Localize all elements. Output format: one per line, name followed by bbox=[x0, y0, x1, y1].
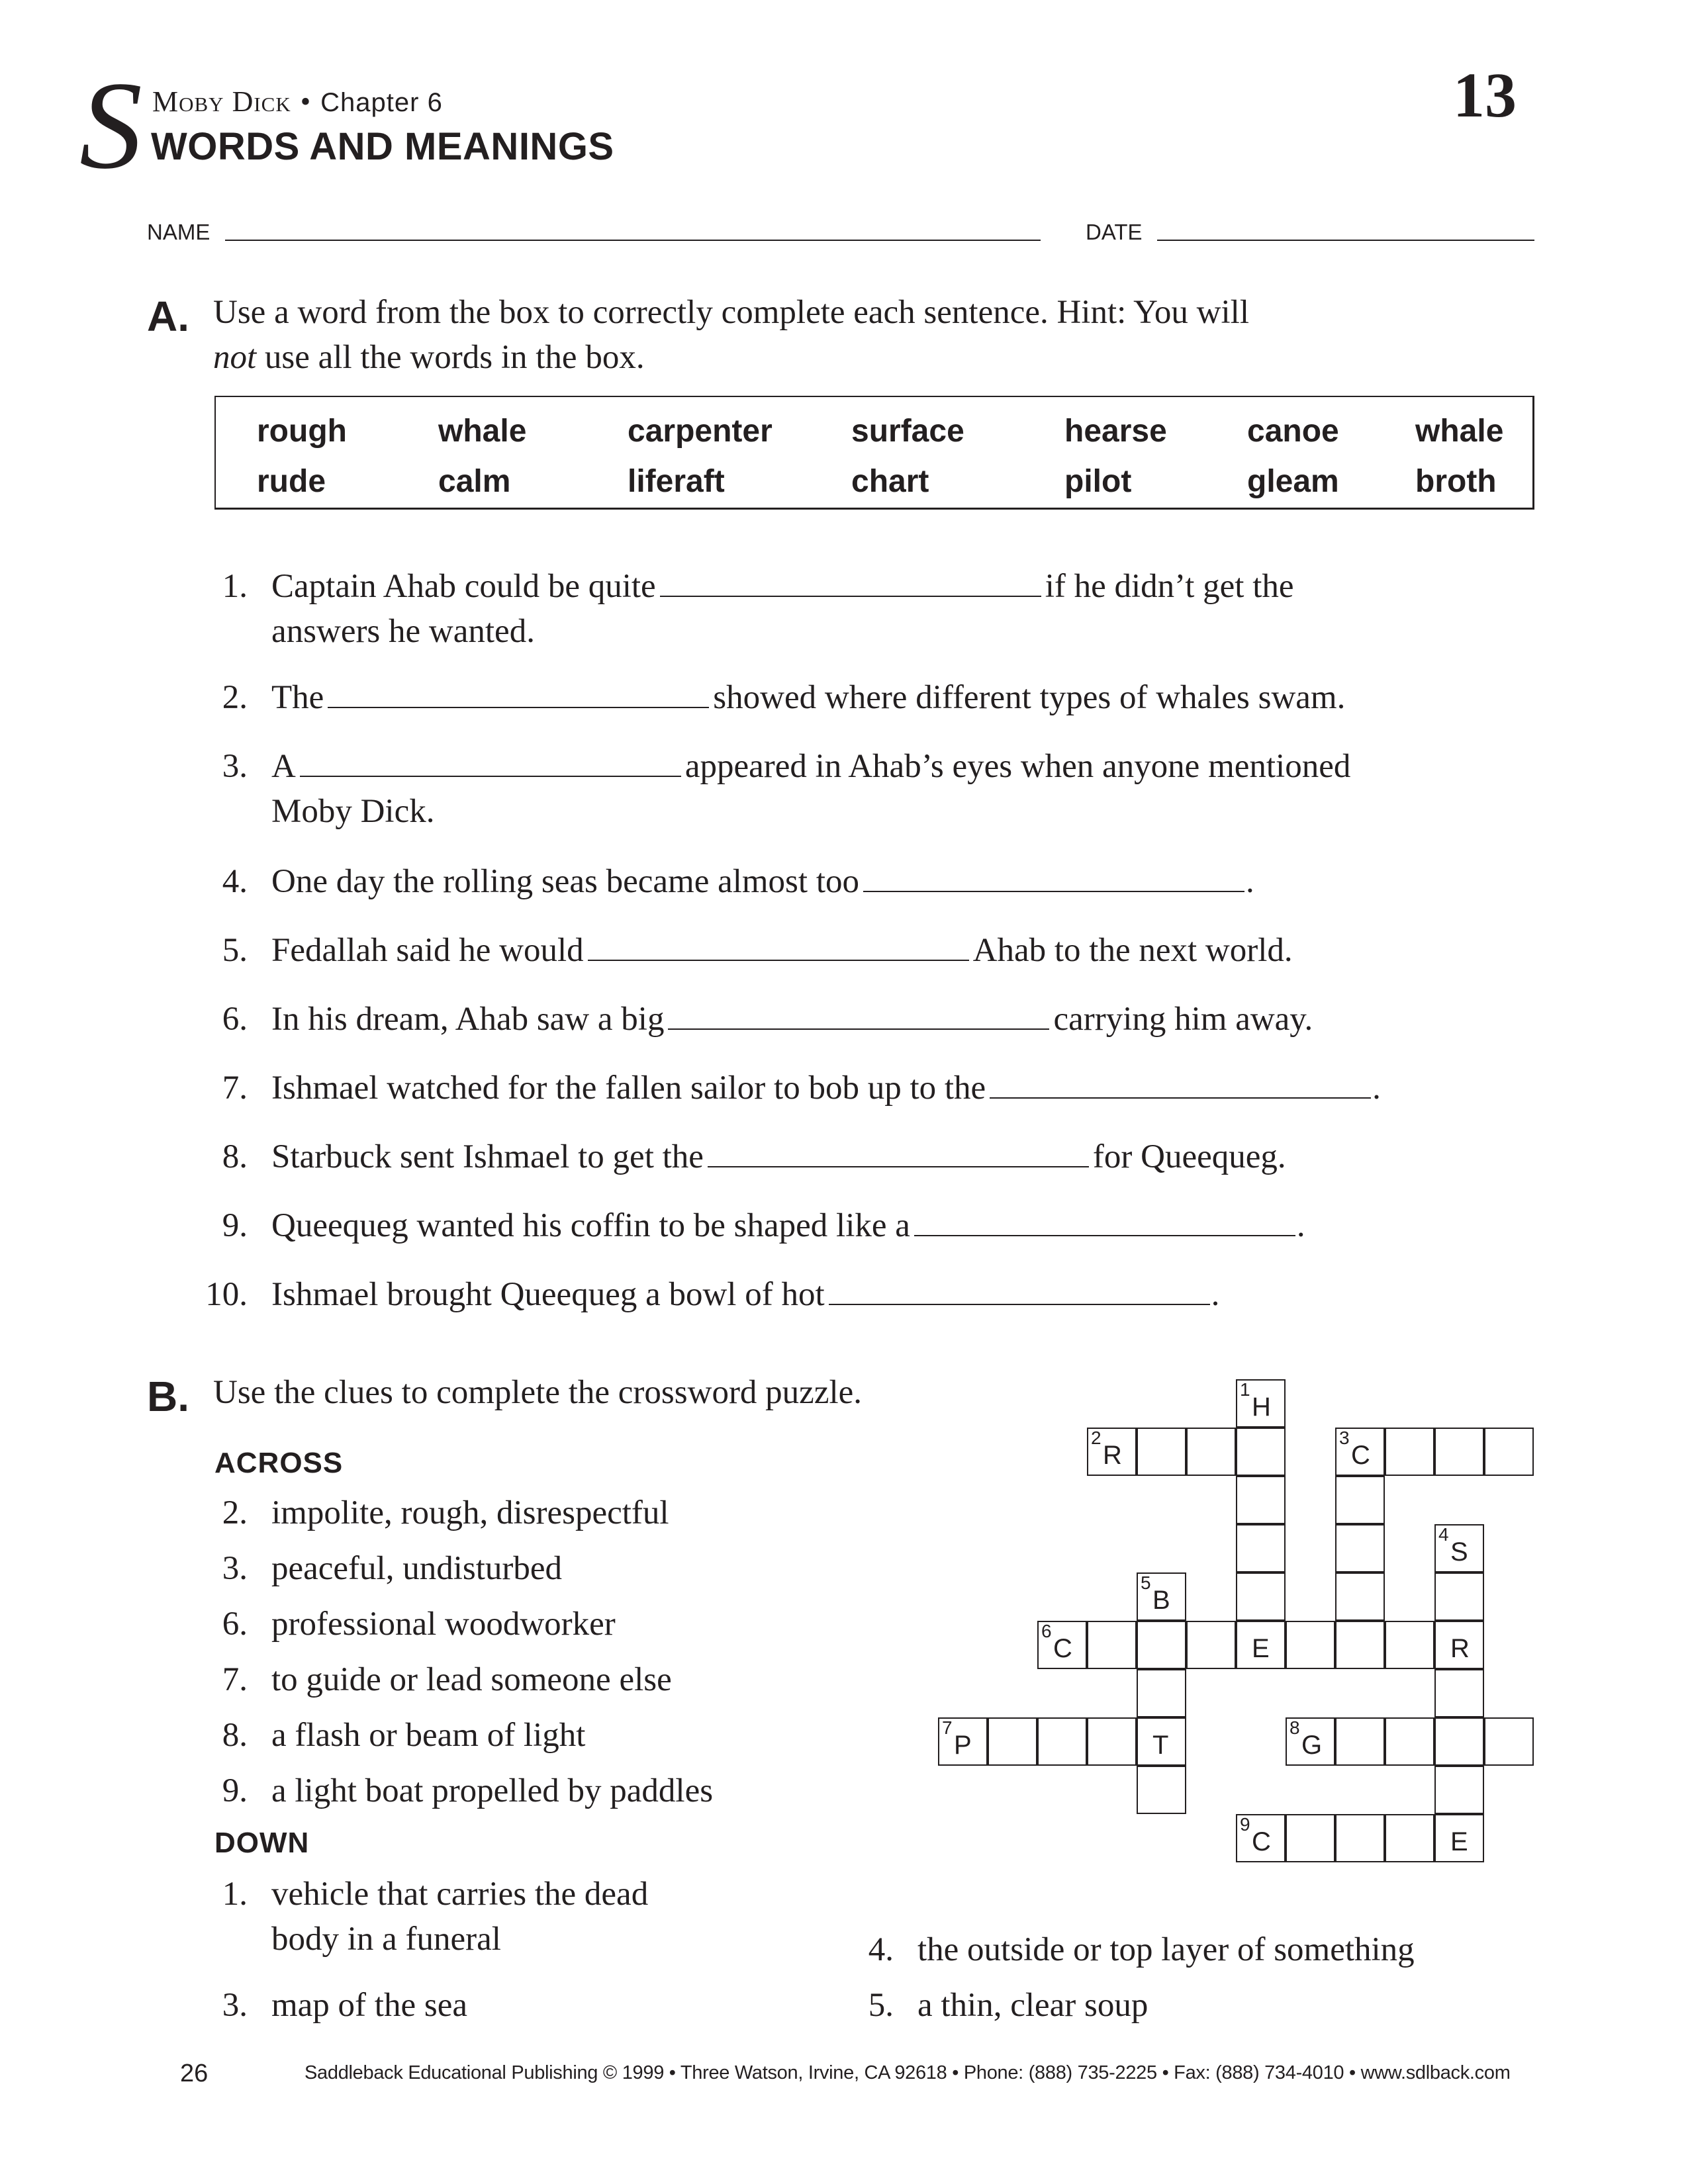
crossword-cell[interactable] bbox=[1484, 1717, 1534, 1766]
down-clue-text bbox=[271, 1983, 467, 2028]
word-box-item: canoe bbox=[1247, 414, 1339, 449]
across-clue-number: 9. bbox=[222, 1772, 248, 1809]
page-title: WORDS AND MEANINGS bbox=[151, 125, 614, 168]
crossword-cell[interactable] bbox=[1087, 1621, 1137, 1669]
crossword-cell[interactable] bbox=[1286, 1717, 1335, 1766]
down-clue-number: 1. bbox=[222, 1876, 248, 1913]
word-box-item: chart bbox=[851, 464, 929, 499]
crossword-cell[interactable] bbox=[1484, 1428, 1534, 1476]
crossword-cell[interactable] bbox=[1087, 1717, 1137, 1766]
crossword-letter: G bbox=[1301, 1731, 1323, 1760]
question-before: Captain Ahab could be quite bbox=[271, 568, 656, 605]
crossword-cell[interactable] bbox=[1137, 1428, 1186, 1476]
publisher-footer: Saddleback Educational Publishing © 1999 • Three Watson, Irvine, CA 92618 • Phone: (888) 735-2225 • Fax: (888) 734-4010 • www.sdlback.com bbox=[305, 2062, 1511, 2083]
question-text bbox=[271, 859, 1254, 904]
crossword-cell[interactable] bbox=[1434, 1717, 1484, 1766]
question-text bbox=[271, 1066, 1381, 1111]
question-number: 10. bbox=[205, 1276, 248, 1313]
crossword-letter: S bbox=[1450, 1537, 1468, 1567]
across-clue-text: impolite, rough, disrespectful bbox=[271, 1494, 669, 1531]
crossword-cell[interactable] bbox=[1335, 1814, 1385, 1862]
word-box-item: gleam bbox=[1247, 464, 1339, 499]
crossword-letter: C bbox=[1252, 1827, 1271, 1856]
question-text bbox=[271, 675, 1345, 720]
word-box-item: rude bbox=[257, 464, 326, 499]
question-after: . bbox=[1296, 1207, 1305, 1244]
crossword-cell[interactable] bbox=[1434, 1766, 1484, 1814]
question-number: 8. bbox=[222, 1138, 248, 1175]
question-after: . bbox=[1372, 1069, 1381, 1107]
crossword-cell[interactable] bbox=[1434, 1572, 1484, 1621]
crossword-cell[interactable] bbox=[1385, 1621, 1434, 1669]
down-clue-line: a thin, clear soup bbox=[917, 1987, 1149, 2024]
date-label: DATE bbox=[1086, 220, 1143, 244]
down-clue-line: body in a funeral bbox=[271, 1921, 501, 1958]
crossword-clue-number: 7 bbox=[942, 1717, 953, 1738]
answer-blank[interactable] bbox=[300, 747, 681, 777]
crossword-cell[interactable] bbox=[1434, 1669, 1484, 1717]
question-after: Ahab to the next world. bbox=[972, 932, 1293, 969]
down-clue-line: the outside or top layer of something bbox=[917, 1931, 1415, 1968]
crossword-cell[interactable] bbox=[1335, 1524, 1385, 1572]
crossword-cell[interactable] bbox=[1137, 1766, 1186, 1814]
crossword-cell[interactable] bbox=[1037, 1717, 1087, 1766]
down-clue-text bbox=[271, 1872, 648, 1962]
across-clue-text: a flash or beam of light bbox=[271, 1717, 586, 1754]
question-before: Ishmael watched for the fallen sailor to bob up to the bbox=[271, 1069, 986, 1107]
instruction-line-2 bbox=[213, 335, 1249, 380]
instruction-line-2-text: use all the words in the box. bbox=[256, 339, 645, 376]
answer-blank[interactable] bbox=[708, 1137, 1089, 1167]
across-clue-number: 6. bbox=[222, 1606, 248, 1643]
question-after: . bbox=[1211, 1276, 1220, 1313]
question-number: 2. bbox=[222, 679, 248, 716]
question-text bbox=[271, 744, 1350, 834]
across-clue-text: professional woodworker bbox=[271, 1606, 616, 1643]
crossword-cell[interactable] bbox=[1434, 1428, 1484, 1476]
crossword-cell[interactable] bbox=[1236, 1524, 1286, 1572]
question-number: 3. bbox=[222, 748, 248, 785]
question-before: One day the rolling seas became almost too bbox=[271, 863, 859, 900]
question-before: The bbox=[271, 679, 324, 716]
crossword-cell[interactable] bbox=[1137, 1717, 1186, 1766]
answer-blank[interactable] bbox=[863, 862, 1244, 892]
question-before: A bbox=[271, 748, 296, 785]
crossword-letter: E bbox=[1252, 1634, 1270, 1663]
separator: • bbox=[300, 85, 312, 118]
crossword-cell[interactable] bbox=[1385, 1717, 1434, 1766]
crossword-cell[interactable] bbox=[1286, 1621, 1335, 1669]
across-clue-number: 2. bbox=[222, 1494, 248, 1531]
instruction-emphasis: not bbox=[213, 339, 257, 376]
crossword-cell[interactable] bbox=[1385, 1814, 1434, 1862]
section-b-letter: B. bbox=[147, 1373, 189, 1420]
question-before: In his dream, Ahab saw a big bbox=[271, 1001, 665, 1038]
crossword-cell[interactable] bbox=[1137, 1572, 1186, 1621]
crossword-cell[interactable] bbox=[1434, 1621, 1484, 1669]
crossword-cell[interactable] bbox=[1335, 1572, 1385, 1621]
question-after: if he didn’t get the bbox=[1045, 568, 1294, 605]
down-clue-line: map of the sea bbox=[271, 1987, 467, 2024]
crossword-clue-number: 3 bbox=[1339, 1428, 1350, 1448]
word-box-item: liferaft bbox=[628, 464, 725, 499]
crossword-clue-number: 6 bbox=[1041, 1621, 1052, 1641]
question-text bbox=[271, 928, 1293, 973]
question-number: 9. bbox=[222, 1207, 248, 1244]
crossword-cell[interactable] bbox=[1236, 1814, 1286, 1862]
crossword-cell[interactable] bbox=[1186, 1621, 1236, 1669]
across-clue-text: a light boat propelled by paddles bbox=[271, 1772, 714, 1809]
down-clue-number: 3. bbox=[222, 1987, 248, 2024]
name-field[interactable] bbox=[225, 240, 1041, 241]
across-clue-number: 8. bbox=[222, 1717, 248, 1754]
crossword-cell[interactable] bbox=[1385, 1428, 1434, 1476]
question-number: 1. bbox=[222, 568, 248, 605]
word-box bbox=[214, 396, 1534, 510]
section-a-instruction bbox=[213, 290, 1249, 380]
crossword-cell[interactable] bbox=[988, 1717, 1037, 1766]
worksheet-number: 13 bbox=[1453, 60, 1517, 130]
crossword-clue-number: 9 bbox=[1240, 1814, 1250, 1835]
question-before: Queequeg wanted his coffin to be shaped like a bbox=[271, 1207, 910, 1244]
crossword-letter: R bbox=[1103, 1441, 1122, 1470]
down-clue-text bbox=[917, 1983, 1148, 2028]
crossword-cell[interactable] bbox=[1037, 1621, 1087, 1669]
chapter-label: Chapter 6 bbox=[320, 88, 443, 117]
across-clue-number: 7. bbox=[222, 1661, 248, 1698]
crossword-cell[interactable] bbox=[1335, 1428, 1385, 1476]
crossword-letter: R bbox=[1450, 1634, 1470, 1663]
word-box-item: surface bbox=[851, 414, 964, 449]
word-box-item: rough bbox=[257, 414, 347, 449]
instruction-line-1: Use a word from the box to correctly complete each sentence. Hint: You will bbox=[213, 294, 1249, 331]
question-continuation: Moby Dick. bbox=[271, 793, 435, 830]
crossword-letter: C bbox=[1351, 1441, 1370, 1470]
question-before: Starbuck sent Ishmael to get the bbox=[271, 1138, 704, 1175]
question-number: 7. bbox=[222, 1069, 248, 1107]
question-after: for Queequeg. bbox=[1092, 1138, 1286, 1175]
book-title: Moby Dick bbox=[152, 85, 291, 118]
question-text bbox=[271, 997, 1313, 1042]
crossword-clue-number: 4 bbox=[1438, 1524, 1449, 1545]
crossword-letter: H bbox=[1252, 1392, 1271, 1422]
crossword-cell[interactable] bbox=[1236, 1572, 1286, 1621]
crossword-cell[interactable] bbox=[1186, 1428, 1236, 1476]
crossword-letter: E bbox=[1450, 1827, 1468, 1856]
word-box-item: whale bbox=[438, 414, 527, 449]
crossword-clue-number: 1 bbox=[1240, 1379, 1250, 1400]
across-heading: ACROSS bbox=[214, 1447, 344, 1479]
answer-blank[interactable] bbox=[668, 999, 1049, 1030]
question-after: appeared in Ahab’s eyes when anyone mentioned bbox=[684, 748, 1351, 785]
section-a-letter: A. bbox=[147, 293, 189, 340]
question-text bbox=[271, 1203, 1305, 1248]
section-b-instruction: Use the clues to complete the crossword puzzle. bbox=[213, 1374, 863, 1411]
crossword-cell[interactable] bbox=[1434, 1814, 1484, 1862]
answer-blank[interactable] bbox=[328, 678, 709, 708]
question-text bbox=[271, 1272, 1219, 1317]
crossword-cell[interactable] bbox=[1335, 1717, 1385, 1766]
question-number: 4. bbox=[222, 863, 248, 900]
question-number: 5. bbox=[222, 932, 248, 969]
question-after: carrying him away. bbox=[1053, 1001, 1313, 1038]
crossword-letter: B bbox=[1152, 1586, 1170, 1615]
question-before: Ishmael brought Queequeg a bowl of hot bbox=[271, 1276, 825, 1313]
crossword-cell[interactable] bbox=[938, 1717, 988, 1766]
down-clue-number: 5. bbox=[868, 1987, 894, 2024]
crossword-letter: C bbox=[1053, 1634, 1072, 1663]
crossword-clue-number: 5 bbox=[1141, 1572, 1151, 1593]
crossword-cell[interactable] bbox=[1434, 1524, 1484, 1572]
question-after: showed where different types of whales swam. bbox=[713, 679, 1346, 716]
crossword-cell[interactable] bbox=[1236, 1476, 1286, 1524]
page-number: 26 bbox=[180, 2060, 209, 2087]
word-box-item: whale bbox=[1415, 414, 1504, 449]
down-clue-line: vehicle that carries the dead bbox=[271, 1876, 649, 1913]
down-clue-number: 4. bbox=[868, 1931, 894, 1968]
publisher-logo: S bbox=[79, 56, 142, 195]
down-heading: DOWN bbox=[214, 1827, 310, 1859]
question-before: Fedallah said he would bbox=[271, 932, 584, 969]
question-text bbox=[271, 1134, 1286, 1179]
across-clue-text: peaceful, undisturbed bbox=[271, 1550, 563, 1587]
crossword-cell[interactable] bbox=[1286, 1814, 1335, 1862]
crossword-cell[interactable] bbox=[1236, 1428, 1286, 1476]
crossword-cell[interactable] bbox=[1236, 1621, 1286, 1669]
crossword-letter: P bbox=[954, 1731, 972, 1760]
question-after: . bbox=[1246, 863, 1254, 900]
crossword-cell[interactable] bbox=[1137, 1669, 1186, 1717]
answer-blank[interactable] bbox=[588, 931, 969, 961]
name-label: NAME bbox=[147, 220, 211, 244]
across-clue-text: to guide or lead someone else bbox=[271, 1661, 672, 1698]
answer-blank[interactable] bbox=[660, 567, 1041, 597]
question-number: 6. bbox=[222, 1001, 248, 1038]
crossword-cell[interactable] bbox=[1137, 1621, 1186, 1669]
question-continuation: answers he wanted. bbox=[271, 613, 535, 650]
crossword-clue-number: 8 bbox=[1289, 1717, 1300, 1738]
crossword-cell[interactable] bbox=[1087, 1428, 1137, 1476]
word-box-item: carpenter bbox=[628, 414, 773, 449]
down-clue-text bbox=[917, 1927, 1415, 1972]
across-clue-number: 3. bbox=[222, 1550, 248, 1587]
answer-blank[interactable] bbox=[990, 1068, 1371, 1099]
word-box-item: hearse bbox=[1064, 414, 1167, 449]
date-field[interactable] bbox=[1157, 240, 1534, 241]
word-box-item: pilot bbox=[1064, 464, 1132, 499]
crossword-cell[interactable] bbox=[1335, 1621, 1385, 1669]
word-box-item: calm bbox=[438, 464, 511, 499]
crossword-cell[interactable] bbox=[1236, 1379, 1286, 1428]
answer-blank[interactable] bbox=[914, 1206, 1295, 1236]
crossword-cell[interactable] bbox=[1335, 1476, 1385, 1524]
book-chapter-line bbox=[152, 85, 443, 118]
crossword-clue-number: 2 bbox=[1091, 1428, 1102, 1448]
crossword-letter: T bbox=[1152, 1731, 1169, 1760]
word-box-item: broth bbox=[1415, 464, 1497, 499]
answer-blank[interactable] bbox=[829, 1275, 1210, 1305]
question-text bbox=[271, 564, 1294, 654]
